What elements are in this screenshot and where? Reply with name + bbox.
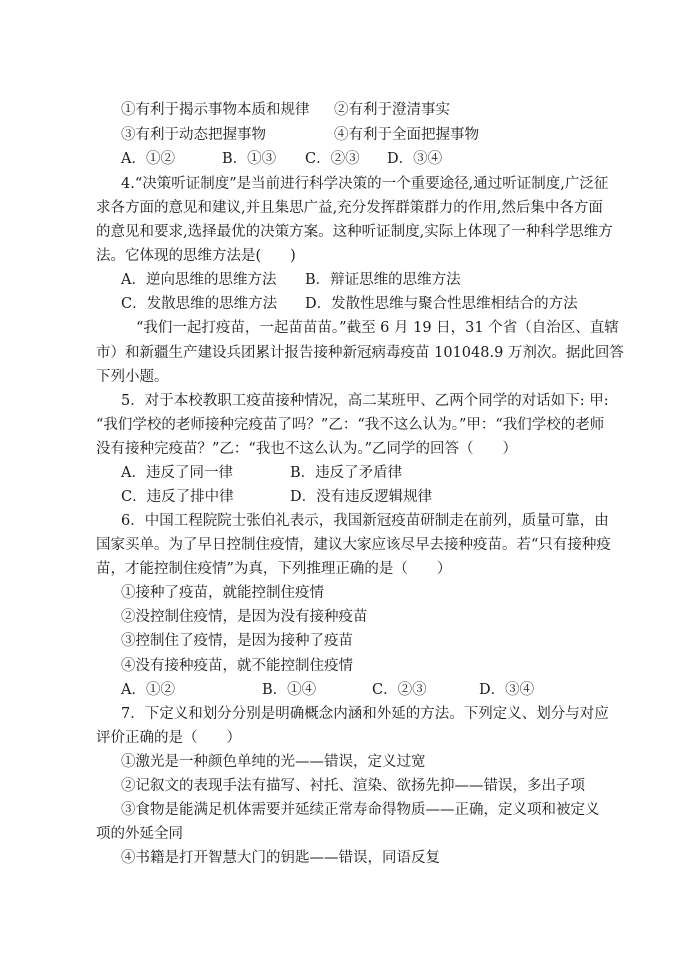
q3-item-1: ①有利于揭示事物本质和规律	[121, 102, 310, 118]
q3-option-a: A．①②	[121, 151, 175, 167]
q6-stem-line-2: 国家买单。为了早日控制住疫情，建议大家应该尽早去接种疫苗。若“只有接种疫	[96, 537, 611, 553]
q7-item-3: ③食物是能满足机体需要并延续正常寿命得物质——正确，定义项和被定义	[121, 802, 600, 818]
q4-stem-line-3: 的意见和要求,选择最优的决策方案。这种听证制度,实际上体现了一种科学思维方	[96, 224, 613, 240]
q4-stem-line-1: 4.“决策听证制度”是当前进行科学决策的一个重要途径,通过听证制度,广泛征	[121, 176, 609, 192]
q7-item-3-continued: 项的外延全同	[96, 826, 183, 842]
q6-option-d: D．③④	[479, 682, 535, 698]
q5-option-d: D．没有违反逻辑规律	[290, 489, 433, 505]
q6-stem-line-3: 苗，才能控制住疫情”为真，下列推理正确的是（ ）	[96, 561, 452, 577]
q5-stem-line-2: “我们学校的老师接种完疫苗了吗？”乙：“我不这么认为。”甲：“我们学校的老师	[96, 417, 605, 433]
q5-stem-line-3: 没有接种完疫苗？”乙：“我也不这么认为。”乙同学的回答（ ）	[96, 441, 517, 457]
q5-option-a: A．违反了同一律	[121, 465, 233, 481]
q7-stem-line-2: 评价正确的是（ ）	[96, 730, 241, 746]
q7-item-2: ②记叙文的表现手法有描写、衬托、渲染、欲扬先抑——错误，多出子项	[121, 778, 585, 794]
q6-item-1: ①接种了疫苗，就能控制住疫情	[121, 585, 324, 601]
q6-option-b: B．①④	[262, 682, 317, 698]
q4-option-c: C．发散思维的思维方法	[121, 296, 278, 312]
q6-item-2: ②没控制住疫情，是因为没有接种疫苗	[121, 609, 368, 625]
q4-stem-line-2: 求各方面的意见和建议,并且集思广益,充分发挥群策群力的作用,然后集中各方面	[96, 200, 603, 216]
q3-option-d: D．③④	[387, 151, 443, 167]
q7-stem-line-1: 7．下定义和划分分别是明确概念内涵和外延的方法。下列定义、划分与对应	[121, 706, 609, 722]
passage-line-2: 市）和新疆生产建设兵团累计报告接种新冠病毒疫苗 101048.9 万剂次。据此回答	[96, 345, 624, 361]
passage-line-3: 下列小题。	[96, 369, 169, 385]
q6-item-3: ③控制住了疫情，是因为接种了疫苗	[121, 633, 353, 649]
q4-option-a: A．逆向思维的思维方法	[121, 272, 277, 288]
q3-item-2: ②有利于澄清事实	[334, 102, 450, 118]
q6-option-c: C．②③	[372, 682, 427, 698]
q4-option-b: B．辩证思维的思维方法	[305, 272, 461, 288]
q7-item-4: ④书籍是打开智慧大门的钥匙——错误，同语反复	[121, 850, 440, 866]
q6-item-4: ④没有接种疫苗，就不能控制住疫情	[121, 658, 353, 674]
q3-item-4: ④有利于全面把握事物	[334, 127, 479, 143]
q6-option-a: A．①②	[121, 682, 175, 698]
q3-item-3: ③有利于动态把握事物	[121, 127, 266, 143]
q5-stem-line-1: 5．对于本校教职工疫苗接种情况，高二某班甲、乙两个同学的对话如下: 甲:	[121, 393, 609, 409]
q5-option-c: C．违反了排中律	[121, 489, 234, 505]
q4-stem-line-4: 法。它体现的思维方法是( )	[96, 248, 296, 264]
passage-line-1: “我们一起打疫苗，一起苗苗苗。”截至 6 月 19 日，31 个省（自治区、直辖	[136, 320, 619, 336]
q3-option-b: B．①③	[222, 151, 277, 167]
q5-option-b: B．违反了矛盾律	[290, 465, 403, 481]
q4-option-d: D．发散性思维与聚合性思维相结合的方法	[305, 296, 578, 312]
q6-stem-line-1: 6．中国工程院院士张伯礼表示，我国新冠疫苗研制走在前列，质量可靠，由	[121, 513, 609, 529]
q3-option-c: C．②③	[305, 151, 360, 167]
q7-item-1: ①激光是一种颜色单纯的光——错误，定义过宽	[121, 754, 426, 770]
